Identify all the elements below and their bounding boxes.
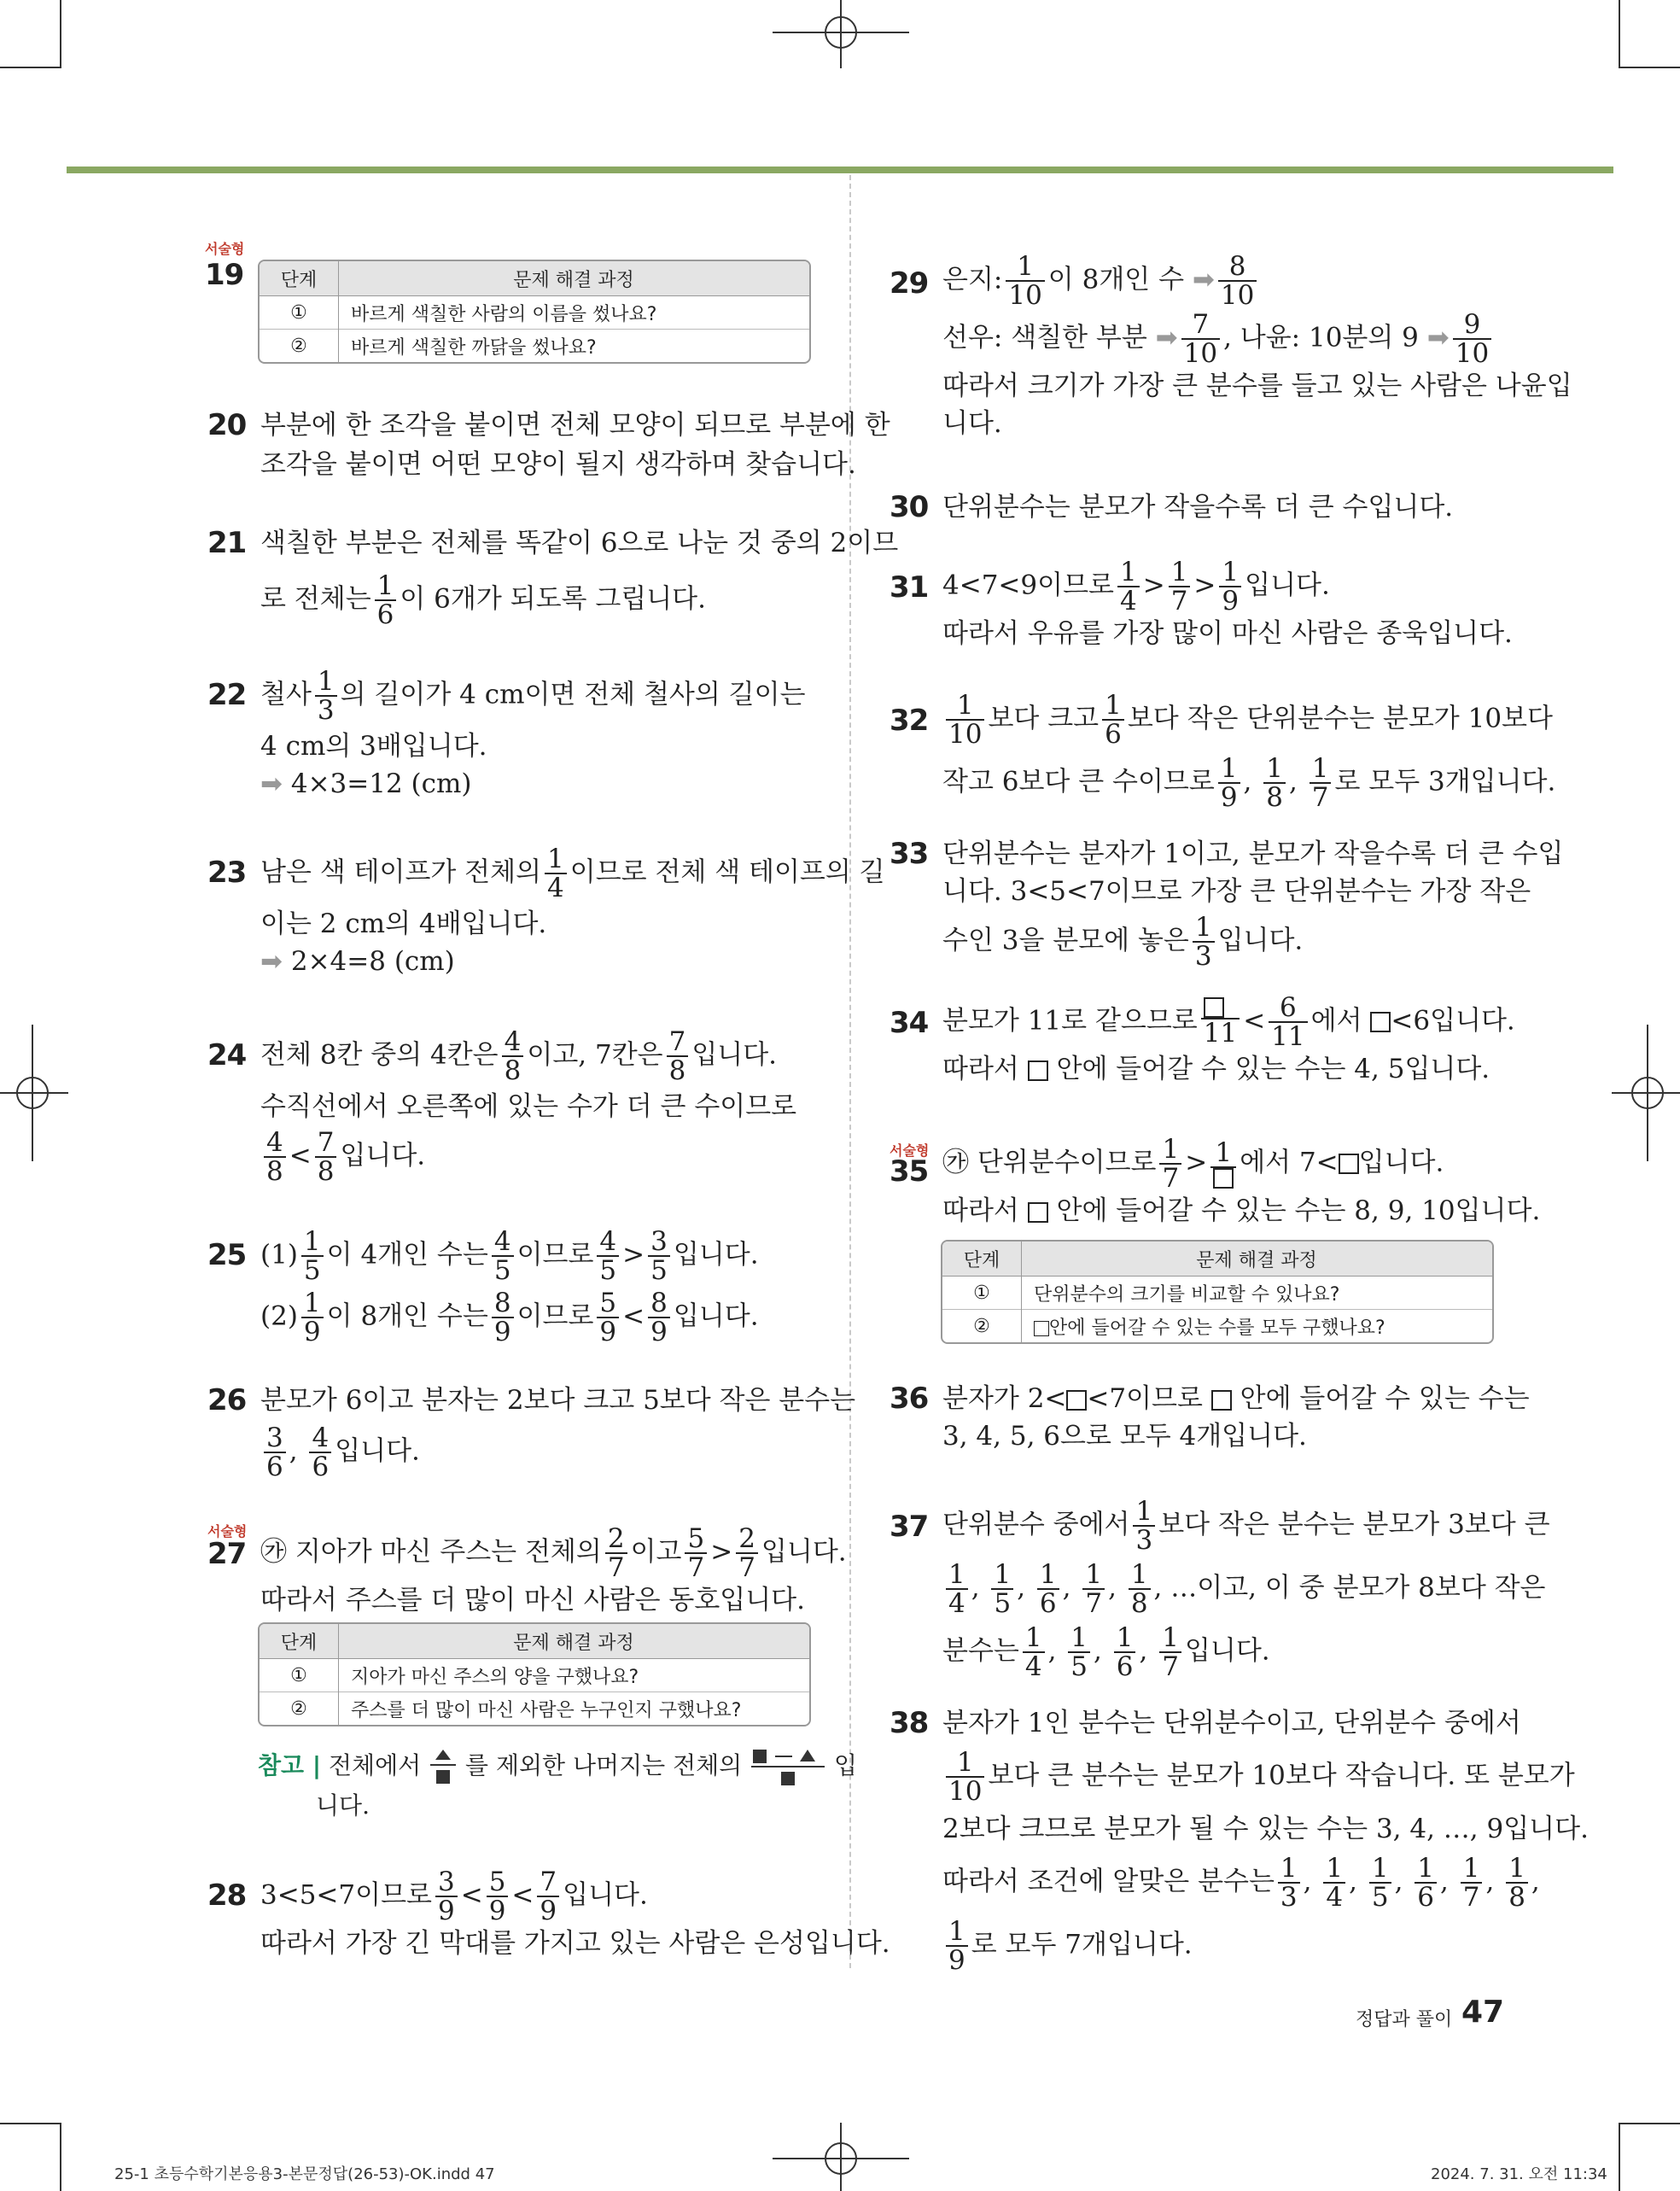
text: 이고 [630, 1536, 682, 1568]
text-line: 단위분수는 분자가 1이고, 분모가 작을수록 더 큰 수입 [942, 838, 1564, 869]
crop-mark [60, 2123, 61, 2191]
problem-23 [207, 844, 885, 980]
registration-mark [1612, 1025, 1680, 1161]
header-rule [67, 167, 1613, 173]
text: 안에 들어갈 수 있는 수는 [1240, 1383, 1530, 1414]
problem-24: 24 전체 8칸 중의 4칸은 $\frac{4}{8}$ 이고, 7칸은 $\frac{7}{8}$ 입니다. 수직선에서 오른쪽에 있는 수가 더 큰 수이므로 $\frac{4}{8}$ < $\frac{7}{8}$ 입니다. [207, 1026, 797, 1187]
fraction: $\frac{1}{5}$ [991, 1561, 1013, 1617]
text: 수인 3을 분모에 놓은 [942, 925, 1189, 956]
problem-number: 22 [207, 678, 247, 712]
rubric-text: 안에 들어갈 수 있는 수를 모두 구했나요? [1049, 1317, 1385, 1339]
blank-box-icon [1211, 1390, 1232, 1411]
fraction: $\frac{1}{7}$ [1169, 558, 1191, 615]
problem-26: 26 분모가 6이고 분자는 2보다 크고 5보다 작은 분수는 $\frac{3}{6}$ , $\frac{4}{6}$ 입니다. [207, 1383, 856, 1482]
fraction: $\frac{8}{10}$ [1218, 253, 1257, 309]
text: 입니다. [1217, 925, 1304, 956]
problem-number: 19 [205, 258, 244, 292]
fraction: $\frac{1}{8}$ [1506, 1855, 1528, 1911]
problem-number: 32 [890, 704, 929, 738]
fraction: $\frac{8}{9}$ [648, 1289, 670, 1346]
fraction: $\frac{1}{5}$ [301, 1228, 324, 1284]
page-number: 47 [1461, 1995, 1505, 2030]
text-line: 부분에 한 조각을 붙이면 전체 모양이 되므로 부분에 한 [260, 410, 890, 441]
text: 입니다. [673, 1300, 759, 1332]
fraction: $\frac{9}{10}$ [1453, 311, 1491, 367]
arrow-icon: ➡ [260, 946, 283, 977]
arrow-icon: ➡ [1426, 322, 1450, 353]
fraction: 1 [1210, 1139, 1236, 1189]
text: 이므로 [516, 1300, 594, 1332]
text: 를 제외한 나머지는 전체의 [465, 1751, 743, 1779]
fraction: $\frac{1}{6}$ [1415, 1855, 1437, 1911]
page-footer-label: 정답과 풀이 [1356, 2009, 1453, 2030]
text: 이 8개인 수 [1047, 264, 1185, 295]
rubric-header-process: 문제 해결 과정 [339, 261, 810, 296]
problem-32: 32 $\frac{1}{10}$ 보다 크고 $\frac{1}{6}$ 보다 작은 단위분수는 분모가 10보다 작고 6보다 큰 수이므로 $\frac{1}{9}$ , $\frac{1}{8}$ , $\frac{1}{7}$ 로 모두 3개입니다. [890, 690, 1556, 813]
fraction: $\frac{4}{6}$ [309, 1424, 331, 1481]
blank-box-icon [1204, 997, 1224, 1018]
text: 이 4개인 수는 [326, 1239, 488, 1271]
crop-mark [1620, 2123, 1680, 2124]
problem-33 [890, 835, 1564, 972]
text: 에서 [1310, 1005, 1362, 1037]
text-line: 따라서 주스를 더 많이 마신 사람은 동호입니다. [260, 1585, 805, 1615]
text: (1) [260, 1239, 298, 1271]
fraction: $\frac{5}{9}$ [597, 1289, 619, 1346]
fraction: $\frac{1}{3}$ [315, 668, 337, 724]
fraction: $\frac{1}{7}$ [1461, 1855, 1483, 1911]
fraction: $\frac{1}{6}$ [1102, 692, 1124, 748]
essay-tag: 서술형 [205, 241, 245, 257]
text: 에서 7< [1240, 1147, 1339, 1178]
text: 로 모두 3개입니다. [1334, 766, 1556, 798]
crop-mark [0, 2123, 60, 2124]
text: 단위분수 중에서 [942, 1509, 1130, 1540]
text-line: 색칠한 부분은 전체를 똑같이 6으로 나눈 것 중의 2이므 [260, 528, 899, 558]
fraction: $\frac{7}{8}$ [315, 1129, 337, 1185]
fraction: $\frac{6}{11}$ [1269, 994, 1307, 1050]
fraction: $\frac{1}{8}$ [1129, 1561, 1151, 1617]
fraction: $\frac{1}{7}$ [1082, 1561, 1105, 1617]
text-line: 니다. 3<5<7이므로 가장 큰 단위분수는 가장 작은 [942, 876, 1531, 907]
rubric-header-step: 단계 [260, 1624, 339, 1659]
text: 안에 들어갈 수 있는 수는 4, 5입니다. [1056, 1054, 1490, 1084]
text-line: 따라서 우유를 가장 많이 마신 사람은 종욱입니다. [942, 618, 1513, 649]
fraction: $\frac{2}{7}$ [736, 1525, 758, 1581]
text-line: 분자가 1인 분수는 단위분수이고, 단위분수 중에서 [942, 1708, 1521, 1738]
text: 입니다. [1184, 1635, 1270, 1667]
fraction: $\frac{1}{10}$ [1006, 253, 1044, 309]
text: 4×3=12 (cm) [290, 768, 472, 799]
problem-20 [207, 406, 890, 483]
text: 3<5<7이므로 [260, 1879, 432, 1911]
rubric-header-step: 단계 [260, 261, 339, 296]
text-line: 4 cm의 3배입니다. [260, 731, 487, 762]
text: , …이고, 이 중 분모가 8보다 작은 [1153, 1572, 1546, 1604]
rubric-step: ② [260, 330, 339, 363]
text: (2) [260, 1300, 298, 1332]
text: 남은 색 테이프가 전체의 [260, 856, 542, 888]
problem-number: 28 [207, 1878, 247, 1913]
text-line: 니다. [316, 1791, 370, 1820]
problem-number: 37 [890, 1510, 929, 1544]
text: 따라서 [942, 1054, 1019, 1084]
text-line: 이는 2 cm의 4배입니다. [260, 909, 547, 939]
problem-number: 21 [207, 526, 247, 560]
text: 따라서 [942, 1195, 1019, 1226]
problem-21 [207, 524, 899, 630]
problem-31: 31 4<7<9이므로 $\frac{1}{4}$ > $\frac{1}{7}$ > $\frac{1}{9}$ 입니다. 따라서 우유를 가장 많이 마신 사람은 종욱입니다. [942, 558, 1513, 652]
problem-number: 38 [890, 1706, 929, 1740]
text: <7이므로 [1087, 1383, 1203, 1414]
fraction: $\frac{1}{10}$ [946, 692, 984, 748]
problem-number: 31 [890, 570, 929, 605]
fraction: $\frac{7}{10}$ [1181, 311, 1220, 367]
fraction: $\frac{1}{7}$ [1310, 755, 1332, 811]
fraction: $\frac{1}{3}$ [1133, 1498, 1155, 1554]
text: 따라서 조건에 알맞은 분수는 [942, 1866, 1275, 1897]
text: 입니다. [563, 1879, 648, 1911]
fraction: $\frac{1}{9}$ [1219, 558, 1241, 615]
rubric-header-step: 단계 [942, 1242, 1022, 1277]
text: 은지: [942, 264, 1003, 295]
problem-29 [890, 251, 1572, 442]
text-line: 니다. [942, 408, 1002, 439]
blank-box-icon [1028, 1202, 1048, 1223]
text: , 나윤: 10분의 9 [1223, 322, 1419, 353]
fraction: $\frac{1}{3}$ [1278, 1855, 1300, 1911]
fraction: $\frac{3}{9}$ [435, 1868, 458, 1925]
fraction: $\frac{4}{8}$ [502, 1028, 524, 1084]
problem-number: 35 [890, 1154, 929, 1189]
text: 입니다. [691, 1039, 778, 1071]
registration-mark [773, 2123, 909, 2191]
text: 입니다. [761, 1536, 847, 1568]
fraction: $\frac{1}{7}$ [1159, 1136, 1181, 1192]
blank-box-icon [1066, 1390, 1087, 1411]
crop-mark [60, 0, 61, 68]
rubric-table-19 [258, 260, 811, 364]
text: 입니다. [1358, 1147, 1444, 1178]
text-line: 2보다 크므로 분모가 될 수 있는 수는 3, 4, …, 9입니다. [942, 1814, 1589, 1844]
problem-22 [207, 666, 806, 803]
text: 이므로 [516, 1239, 594, 1271]
arrow-icon: ➡ [1192, 264, 1215, 295]
fraction: $\frac{1}{4}$ [1023, 1624, 1045, 1680]
fraction: $\frac{1}{10}$ [946, 1749, 984, 1805]
fraction: $\frac{1}{6}$ [1114, 1624, 1136, 1680]
text-line: 따라서 가장 긴 막대를 가지고 있는 사람은 은성입니다. [260, 1928, 890, 1959]
text: 이므로 전체 색 테이프의 길 [569, 856, 885, 888]
problem-number: 29 [890, 266, 929, 301]
fraction: $\frac{1}{8}$ [1263, 755, 1286, 811]
fraction: $\frac{5}{9}$ [487, 1868, 509, 1925]
crop-mark [0, 67, 60, 68]
text: 선우: 색칠한 부분 [942, 322, 1147, 353]
rubric-text: 단위분수의 크기를 비교할 수 있나요? [1022, 1277, 1493, 1310]
text: 작고 6보다 큰 수이므로 [942, 766, 1215, 798]
crop-mark [1619, 2123, 1620, 2191]
blank-box-icon [1213, 1168, 1234, 1189]
fraction: $\frac{1}{6}$ [1037, 1561, 1059, 1617]
text: 분모가 11로 같으므로 [942, 1005, 1198, 1037]
fraction: $\frac{1}{6}$ [375, 572, 397, 628]
problem-number: 33 [890, 837, 929, 871]
problem-number: 36 [890, 1382, 929, 1416]
text-line: 조각을 붙이면 어떤 모양이 될지 생각하며 찾습니다. [260, 449, 856, 480]
arrow-icon: ➡ [260, 768, 283, 799]
rubric-step: ① [260, 1659, 339, 1692]
text: 입니다. [340, 1140, 426, 1171]
blank-box-icon [1034, 1321, 1049, 1336]
rubric-text: 지아가 마신 주스의 양을 구했나요? [339, 1659, 810, 1692]
fraction: $\frac{1}{9}$ [301, 1289, 324, 1346]
fraction: 11 [1201, 997, 1240, 1047]
problem-35: 서술형 35 ㉮ 단위분수이므로 $\frac{1}{7}$ > 1 에서 7< 입니다. 따라서 안에 들어갈 수 있는 수는 8, 9, 10입니다. [890, 1134, 1541, 1226]
registration-mark [773, 0, 909, 68]
rubric-text: 바르게 색칠한 까닭을 썼나요? [339, 330, 810, 363]
print-file-name: 25-1 초등수학기본응용3-본문정답(26-53)-OK.indd 47 [114, 2165, 495, 2183]
fraction: $\frac{1}{4}$ [946, 1561, 968, 1617]
fraction: $\frac{2}{7}$ [605, 1525, 627, 1581]
rubric-header-process: 문제 해결 과정 [1022, 1242, 1493, 1277]
text: 보다 크고 [988, 703, 1100, 734]
problem-28: 28 3<5<7이므로 $\frac{3}{9}$ < $\frac{5}{9}$ < $\frac{7}{9}$ 입니다. 따라서 가장 긴 막대를 가지고 있는 사람은 은성입니다. [260, 1868, 890, 1962]
text: 입니다. [335, 1435, 420, 1467]
text: 이고, 7칸은 [527, 1039, 663, 1071]
fraction: $\frac{7}{9}$ [537, 1868, 559, 1925]
text: 분수는 [942, 1635, 1019, 1667]
rubric-step: ① [942, 1277, 1022, 1310]
text: 보다 작은 분수는 분모가 3보다 큰 [1158, 1509, 1550, 1540]
text: 분자가 2< [942, 1383, 1067, 1414]
note-27 [258, 1747, 857, 1825]
fraction: $\frac{1}{9}$ [1218, 755, 1240, 811]
problem-37: 37 단위분수 중에서 $\frac{1}{3}$ 보다 작은 분수는 분모가 3보다 큰 $\frac{1}{4}$ , $\frac{1}{5}$ , $\frac{1}{6}$ , $\frac{1}{7}$ , $\frac{1}{8}$ , …이고, 이 중 분모가 8보다 작은 분수는 $\frac{1}{4}$ , $\frac{1}{5}$ , $\frac{1}{6}$ , $\frac{1}{7}$ 입니다. [890, 1496, 1550, 1682]
fraction: $\frac{1}{7}$ [1159, 1624, 1181, 1680]
problem-number: 34 [890, 1006, 929, 1040]
text: 로 전체는 [260, 583, 371, 615]
problem-number: 25 [207, 1238, 247, 1272]
text: 의 길이가 4 cm이면 전체 철사의 길이는 [340, 679, 806, 710]
fraction: $\frac{1}{5}$ [1369, 1855, 1391, 1911]
text-line: 따라서 크기가 가장 큰 분수를 들고 있는 사람은 나윤입 [942, 371, 1572, 401]
fraction: $\frac{8}{9}$ [492, 1289, 514, 1346]
problem-number: 23 [207, 856, 247, 890]
text-line: 분모가 6이고 분자는 2보다 크고 5보다 작은 분수는 [260, 1385, 856, 1416]
text: 입 [834, 1751, 858, 1779]
problem-number: 27 [207, 1537, 247, 1571]
text: 4<7<9이므로 [942, 570, 1114, 601]
fraction: $\frac{1}{9}$ [946, 1918, 968, 1974]
registration-mark [0, 1025, 68, 1161]
fraction: $\frac{3}{5}$ [648, 1228, 670, 1284]
shape-piece-icon [429, 1748, 458, 1787]
text: 입니다. [673, 1239, 759, 1271]
rubric-header-process: 문제 해결 과정 [339, 1624, 810, 1659]
text: 안에 들어갈 수 있는 수는 8, 9, 10입니다. [1056, 1195, 1541, 1226]
rubric-table-35 [941, 1240, 1494, 1344]
blank-box-icon [1339, 1154, 1359, 1174]
text: 전체에서 [328, 1751, 422, 1779]
text: 입니다. [1245, 570, 1330, 601]
text: 보다 큰 분수는 분모가 10보다 작습니다. 또 분모가 [988, 1760, 1575, 1791]
crop-mark [1619, 0, 1620, 68]
rubric-text: 바르게 색칠한 사람의 이름을 썼나요? [339, 296, 810, 330]
note-label: 참고 | [258, 1751, 322, 1779]
text: 전체 8칸 중의 4칸은 [260, 1039, 499, 1071]
problem-38: 38 분자가 1인 분수는 단위분수이고, 단위분수 중에서 $\frac{1}{10}$ 보다 큰 분수는 분모가 10보다 작습니다. 또 분모가 2보다 크므로 분모가 될 수 있는 수는 3, 4, …, 9입니다. 따라서 조건에 알맞은 분수는 $\frac{1}{3}$ , $\frac{1}{4}$ , $\frac{1}{5}$ , $\frac{1}{6}$ , $\frac{1}{7}$ , $\frac{1}{8}$ , $\frac{1}{9}$ 로 모두 7개입니다. [890, 1706, 1589, 1976]
arrow-icon: ➡ [1155, 322, 1178, 353]
fraction: $\frac{1}{5}$ [1068, 1624, 1090, 1680]
rubric-table-27 [258, 1622, 811, 1727]
text: 이 8개인 수는 [326, 1300, 488, 1332]
text: 철사 [260, 679, 312, 710]
fraction: $\frac{4}{5}$ [492, 1228, 514, 1284]
fraction: $\frac{7}{8}$ [667, 1028, 689, 1084]
rubric-step: ② [260, 1692, 339, 1726]
problem-36 [890, 1380, 1530, 1455]
blank-box-icon [1370, 1012, 1391, 1032]
print-date: 2024. 7. 31. 오전 11:34 [1431, 2165, 1607, 2183]
rubric-step: ① [260, 296, 339, 330]
text: 2×4=8 (cm) [290, 946, 455, 977]
text: 보다 작은 단위분수는 분모가 10보다 [1127, 703, 1553, 734]
problem-number: 24 [207, 1038, 247, 1072]
problem-34: 34 분모가 11로 같으므로 11 < $\frac{6}{11}$ 에서 <6입니다. 따라서 안에 들어갈 수 있는 수는 4, 5입니다. [890, 992, 1515, 1084]
text: 이 6개가 되도록 그립니다. [400, 583, 706, 615]
problem-number: 26 [207, 1383, 247, 1417]
essay-tag: 서술형 [890, 1142, 930, 1159]
text: ㉮ 지아가 마신 주스는 전체의 [260, 1536, 602, 1568]
text: 로 모두 7개입니다. [971, 1929, 1193, 1960]
fraction: $\frac{1}{4}$ [1117, 558, 1140, 615]
problem-30 [890, 488, 1454, 526]
rubric-step: ② [942, 1310, 1022, 1343]
text: ㉮ 단위분수이므로 [942, 1147, 1157, 1178]
fraction: $\frac{1}{3}$ [1193, 914, 1215, 970]
fraction: $\frac{1}{4}$ [1323, 1855, 1345, 1911]
problem-27: 서술형 27 ㉮ 지아가 마신 주스는 전체의 $\frac{2}{7}$ 이고 $\frac{5}{7}$ > $\frac{2}{7}$ 입니다. 따라서 주스를 더 많이 마신 사람은 동호입니다. [260, 1525, 847, 1619]
problem-25: 25 (1) $\frac{1}{5}$ 이 4개인 수는 $\frac{4}{5}$ 이므로 $\frac{4}{5}$ > $\frac{3}{5}$ 입니다. (2) $\frac{1}{9}$ 이 8개인 수는 $\frac{8}{9}$ 이므로 $\frac{5}{9}$ < $\frac{8}{9}$ 입니다. [207, 1226, 759, 1347]
fraction: $\frac{4}{5}$ [597, 1228, 619, 1284]
fraction: $\frac{1}{4}$ [545, 845, 567, 902]
text-line: 3, 4, 5, 6으로 모두 4개입니다. [942, 1421, 1307, 1452]
shape-fraction-icon [750, 1748, 826, 1787]
fraction: $\frac{4}{8}$ [264, 1129, 286, 1185]
blank-box-icon [1028, 1060, 1048, 1081]
crop-mark [1620, 67, 1680, 68]
essay-tag: 서술형 [207, 1523, 248, 1540]
fraction: $\frac{5}{7}$ [685, 1525, 707, 1581]
text-line: 수직선에서 오른쪽에 있는 수가 더 큰 수이므로 [260, 1091, 797, 1122]
problem-number: 20 [207, 408, 247, 442]
text: <6입니다. [1391, 1005, 1515, 1037]
fraction: $\frac{3}{6}$ [264, 1424, 286, 1481]
problem-number: 30 [890, 490, 929, 524]
text-line: 단위분수는 분모가 작을수록 더 큰 수입니다. [942, 492, 1454, 523]
rubric-text: 주스를 더 많이 마신 사람은 누구인지 구했나요? [339, 1692, 810, 1726]
